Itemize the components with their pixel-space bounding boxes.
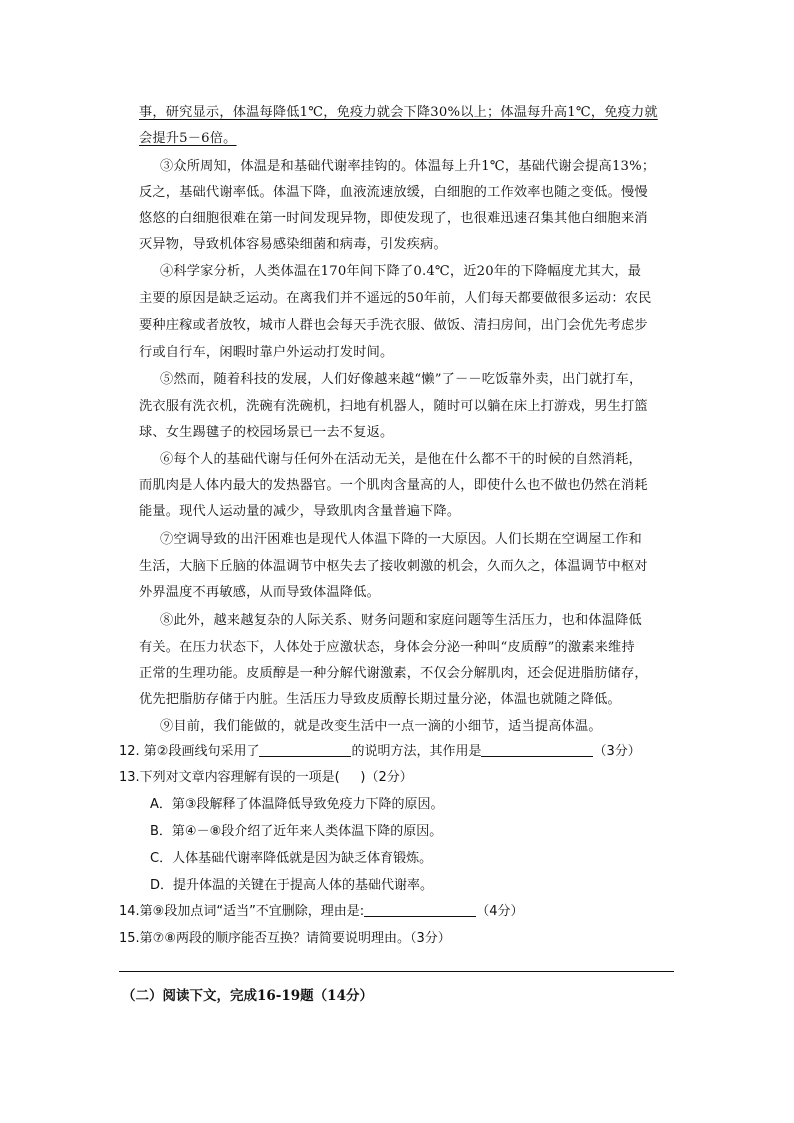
question-14	[119, 902, 523, 922]
question-13-score: )（2分）	[360, 770, 413, 785]
question-12-part-b: 的说明方法，其作用是	[351, 744, 482, 759]
answer-parenthesis-blank[interactable]	[340, 770, 361, 785]
answer-blank-method[interactable]	[259, 742, 351, 757]
question-12-score: （3分）	[593, 744, 641, 759]
paragraph-7-line: ⑦空调导致的出汗困难也是现代人体温下降的一大原因。人们长期在空调屋工作和	[160, 532, 642, 547]
answer-blank-effect[interactable]	[481, 742, 593, 757]
paragraph-5-line: 洗衣服有洗衣机，洗碗有洗碗机，扫地有机器人，随时可以躺在床上打游戏，男生打篮	[139, 399, 648, 414]
paragraph-3-line: 悠悠的白细胞很难在第一时间发现异物，即使发现了，也很难迅速召集其他白细胞来消	[139, 211, 648, 226]
question-12	[119, 742, 641, 762]
paragraph-6-line: ⑥每个人的基础代谢与任何外在活动无关，是他在什么都不干的时候的自然消耗，	[160, 452, 642, 467]
question-14-stem: 14.第⑨段加点词“适当”不宜删除，理由是:	[119, 904, 365, 919]
paragraph-4-line: 要种庄稼或者放牧，城市人群也会每天手洗衣服、做饭、清扫房间，出门会优先考虑步	[139, 318, 648, 333]
underlined-sentence-line-2: 会提升5－6倍。	[139, 131, 237, 146]
option-b: B．第④－⑧段介绍了近年来人类体温下降的原因。	[150, 824, 443, 839]
option-d: D．提升体温的关键在于提高人体的基础代谢率。	[150, 878, 434, 893]
section-divider	[119, 971, 674, 972]
paragraph-6-line: 能量。现代人运动量的减少，导致肌肉含量普遍下降。	[139, 504, 461, 519]
paragraph-4-line: ④科学家分析，人类体温在170年间下降了0.4℃，近20年的下降幅度尤其大，最	[160, 264, 642, 279]
answer-blank-reason[interactable]	[364, 902, 476, 917]
paragraph-8-line: 优先把脂肪存储于内脏。生活压力导致皮质醇长期过量分泌，体温也就随之降低。	[139, 692, 621, 707]
paragraph-8-line: 正常的生理功能。皮质醇是一种分解代谢激素，不仅会分解肌肉，还会促进脂肪储存，	[139, 666, 648, 681]
paragraph-8-line: ⑧此外，越来越复杂的人际关系、财务问题和家庭问题等生活压力，也和体温降低	[160, 613, 642, 628]
paragraph-8-line: 有关。在压力状态下，人体处于应激状态，身体会分泌一种叫“皮质醇”的激素来维持	[139, 640, 635, 655]
paragraph-3-line: ③众所周知，体温是和基础代谢率挂钩的。体温每上升1℃，基础代谢会提高13%；	[160, 159, 656, 174]
question-13	[119, 768, 413, 788]
underlined-sentence-line-1: 事，研究显示，体温每降低1℃，免疫力就会下降30%以上；体温每升高1℃，免疫力就	[139, 105, 658, 120]
section-2-heading: （二）阅读下文，完成16-19题（14分）	[122, 988, 373, 1004]
paragraph-6-line: 而肌肉是人体内最大的发热器官。一个肌肉含量高的人，即使什么也不做也仍然在消耗	[139, 478, 648, 493]
option-a: A．第③段解释了体温降低导致免疫力下降的原因。	[150, 797, 444, 812]
paragraph-3-line: 反之，基础代谢率低。体温下降，血液流速放缓，白细胞的工作效率也随之变低。慢慢	[139, 185, 648, 200]
paragraph-7-line: 外界温度不再敏感，从而导致体温降低。	[139, 585, 380, 600]
question-14-score: （4分）	[476, 904, 524, 919]
paragraph-7-line: 生活，大脑下丘脑的体温调节中枢失去了接收刺激的机会，久而久之，体温调节中枢对	[139, 559, 648, 574]
option-c: C．人体基础代谢率降低就是因为缺乏体育锻炼。	[150, 851, 433, 866]
paragraph-5-line: 球、女生踢毽子的校园场景已一去不复返。	[139, 425, 394, 440]
paragraph-5-line: ⑤然而，随着科技的发展，人们好像越来越“懒”了－－吃饭靠外卖，出门就打车，	[160, 372, 643, 387]
question-15: 15.第⑦⑧两段的顺序能否互换？请简要说明理由。（3分）	[119, 931, 451, 946]
paragraph-9-line: ⑨目前，我们能做的，就是改变生活中一点一滴的小细节，适当提高体温。	[160, 719, 602, 734]
question-13-stem: 13.下列对文章内容理解有误的一项是(	[119, 770, 340, 785]
paragraph-4-line: 主要的原因是缺乏运动。在离我们并不遥远的50年前，人们每天都要做很多运动：农民	[139, 291, 652, 306]
paragraph-4-line: 行或自行车，闲暇时靠户外运动打发时间。	[139, 345, 394, 360]
question-12-part-a: 12. 第②段画线句采用了	[119, 744, 260, 759]
paragraph-3-line: 灭异物，导致机体容易感染细菌和病毒，引发疾病。	[139, 237, 447, 252]
